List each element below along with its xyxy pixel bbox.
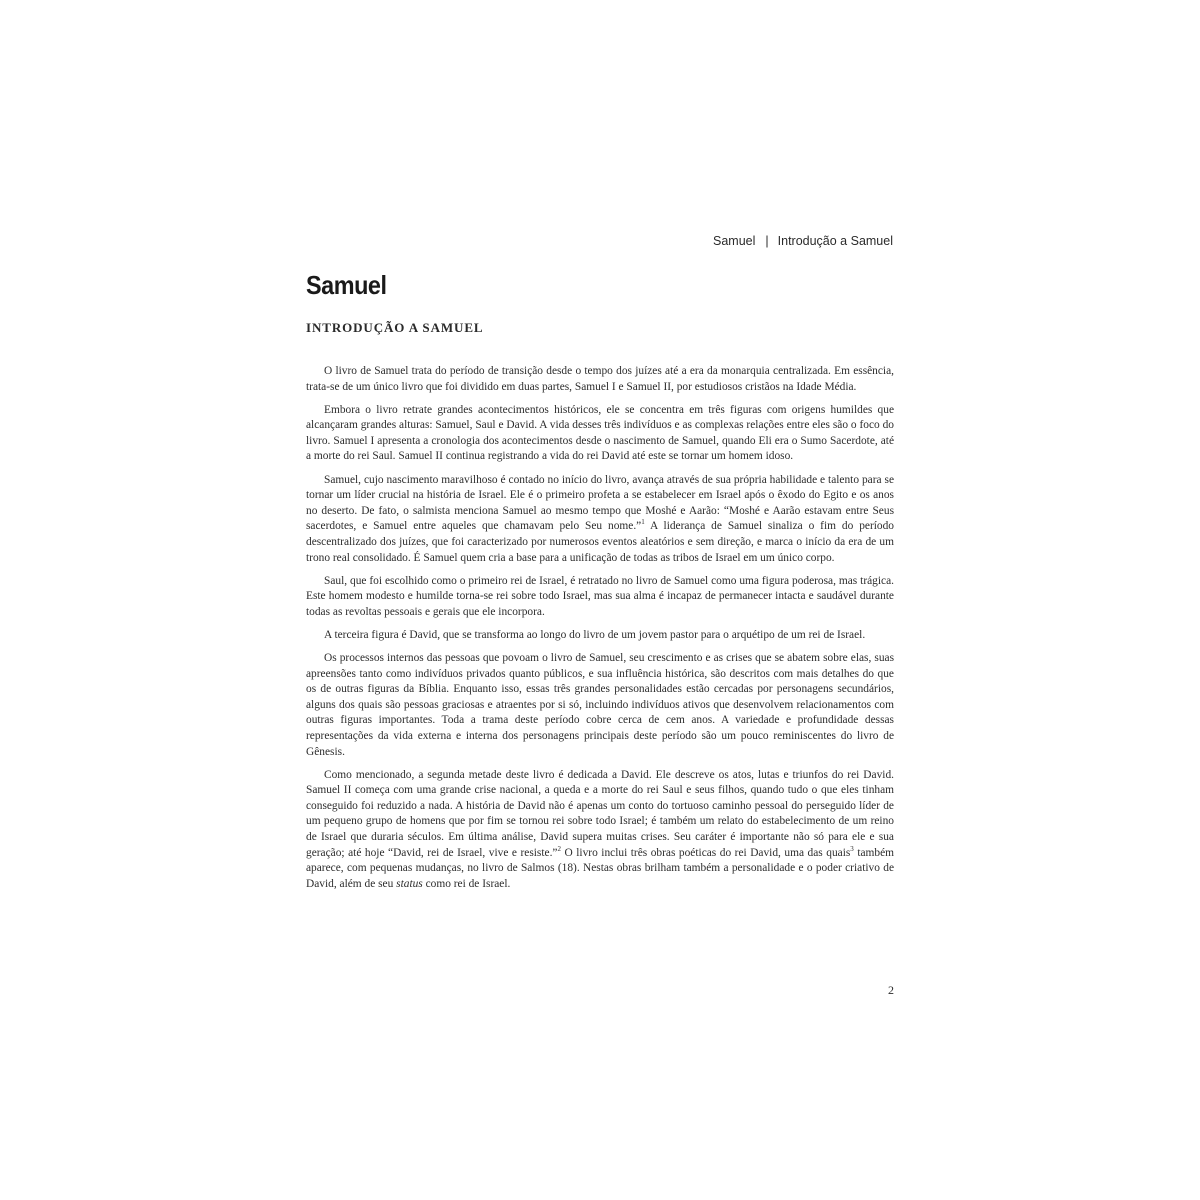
page-number: 2 [888,983,894,997]
paragraph-7-text-b: O livro inclui três obras poéticas do rei David, uma das quais [560,846,851,859]
header-section-name: Introdução a Samuel [777,234,893,248]
footnote-ref-3: 3 [850,844,854,853]
paragraph-2: Embora o livro retrate grandes acontecimentos históricos, ele se concentra em três figuras com origens humildes que alcançaram grandes alturas: Samuel, Saul e David. A vida desses três indivíduos e as complexas relações entre eles são o foco do livro. Samuel I apresenta a cronologia dos acontecimentos desde o nascimento de Samuel, quando Eli era o Sumo Sacerdote, até a morte do rei Saul. Samuel II continua registrando a vida do rei David até este se tornar um homem idoso. [306,403,894,463]
paragraph-7-text-d: como rei de Israel. [422,877,511,890]
paragraph-6: Os processos internos das pessoas que povoam o livro de Samuel, seu crescimento e as crises que se abatem sobre elas, suas apreensões tanto como indivíduos privados quanto públicos, e sua influência histórica, são descritos com mais detalhes do que os de outras figuras da Bíblia. Enquanto isso, essas três grandes personalidades estão cercadas por personagens secundários, alguns dos quais são pessoas graciosas e atraentes por si só, incluindo indivíduos ativos que desenvolvem relacionamentos com outras figuras importantes. Toda a trama deste período cobre cerca de cem anos. A variedade e profundidade dessas representações da vida externa e interna dos personagens principais deste período são um pouco reminiscentes do livro de Gênesis. [306,652,894,758]
paragraph-3-text-b: A liderança de Samuel sinaliza o fim do período descentralizado dos juízes, que foi caracterizado por numerosos eventos aleatórios e sem direção, e marca o início da era de um trono real consolidado. É Samuel quem cria a base para a unificação de todas as tribos de Israel em um único corpo. [306,520,894,564]
header-separator: | [765,234,769,248]
paragraph-1: O livro de Samuel trata do período de transição desde o tempo dos juízes até a era da monarquia centralizada. Em essência, trata-se de um único livro que foi dividido em duas partes, Samuel I e Samuel II, por estudiosos cristãos na Idade Média. [306,365,894,393]
section-title: INTRODUÇÃO A SAMUEL [306,320,484,335]
body-text [306,364,894,900]
paragraph-7-text-c: também aparece, com pequenas mudanças, no livro de Salmos (18). Nestas obras brilham também a personalidade e o poder criativo de David, além de seu [306,846,895,890]
paragraph-3 [306,473,894,567]
paragraph-3-text-a: Samuel, cujo nascimento maravilhoso é contado no início do livro, avança através de sua própria habilidade e talento para se tornar um líder crucial na história de Israel. Ele é o primeiro profeta a se estabelecer em Israel após o êxodo do Egito e os anos no deserto. De fato, o salmista menciona Samuel ao mesmo tempo que Moshé e Aarão: “Moshé e Aarão estavam entre Seus sacerdotes, e Samuel entre aqueles que chamavam pelo Seu nome.” [306,473,894,533]
paragraph-5: A terceira figura é David, que se transforma ao longo do livro de um jovem pastor para o arquétipo de um rei de Israel. [324,628,866,641]
footnote-ref-2: 2 [557,844,561,853]
running-header [713,234,893,248]
footnote-ref-1: 1 [641,518,645,527]
paragraph-7 [306,768,894,893]
chapter-title: Samuel [306,270,387,300]
header-book-name: Samuel [713,234,756,248]
paragraph-4: Saul, que foi escolhido como o primeiro rei de Israel, é retratado no livro de Samuel como uma figura poderosa, mas trágica. Este homem modesto e humilde torna-se rei sobre todo Israel, mas sua alma é incapaz de permanecer intacta e saudável durante todas as revoltas pessoais e gerais que ele incorpora. [306,574,894,618]
paragraph-7-text-a: Como mencionado, a segunda metade deste livro é dedicada a David. Ele descreve os atos, lutas e triunfos do rei David. Samuel II começa com uma grande crise nacional, a queda e a morte do rei Saul e seus filhos, quando tudo o que eles tinham conseguido foi reduzido a nada. A história de David não é apenas um conto do tortuoso caminho pessoal do perseguido líder de um pequeno grupo de homens que por fim se tornou rei sobre todo Israel; é também um relato do estabelecimento de um reino de Israel que duraria séculos. Em última análise, David supera muitas crises. Seu caráter é importante não só para ele e sua geração; até hoje “David, rei de Israel, vive e resiste.” [306,768,894,859]
paragraph-7-italic-status: status [396,877,423,890]
